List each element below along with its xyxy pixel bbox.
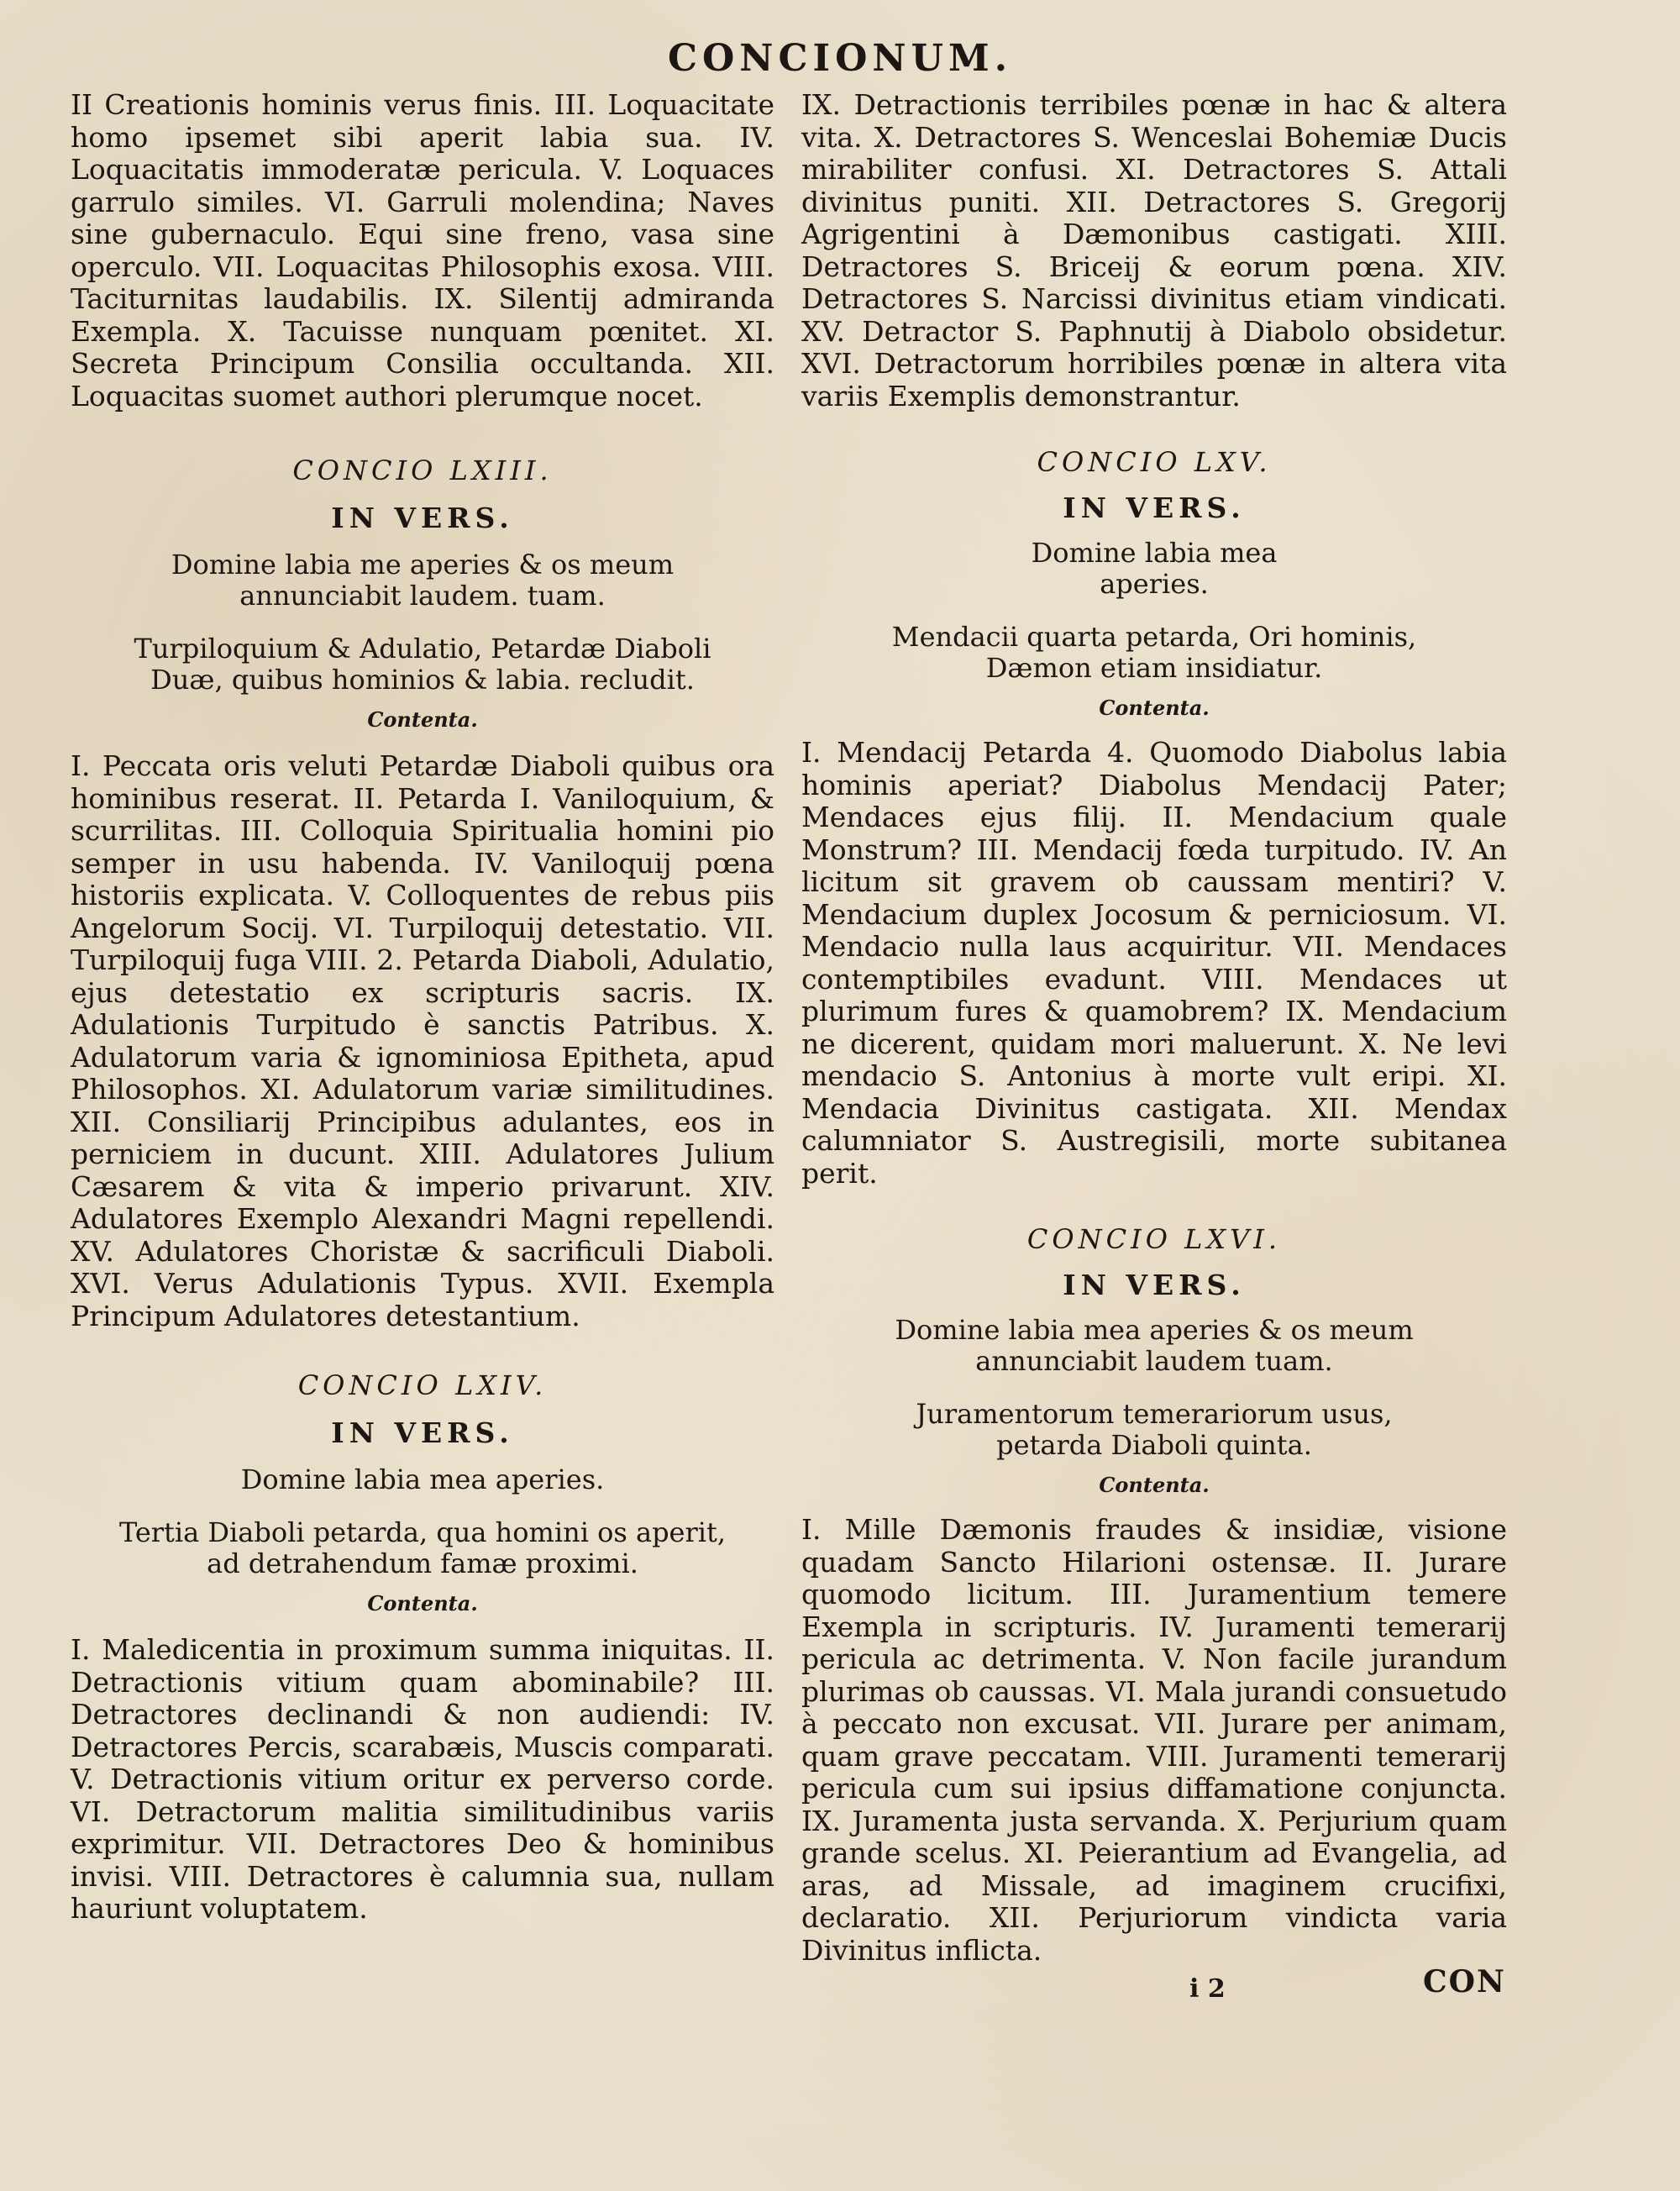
- sermon-block-64: [71, 1369, 774, 1926]
- contenta-label: Contenta.: [1099, 1473, 1210, 1497]
- sermon-subtitle: IN VERS.: [331, 502, 514, 534]
- sermon-block-65: [801, 446, 1507, 1190]
- contenta-label: Contenta.: [367, 1591, 478, 1616]
- sermon-title: CONCIO LXVI.: [1026, 1223, 1282, 1255]
- sermon-theme: Turpiloquium & Adulatio, Petardæ Diaboli Duæ, quibus hominios & labia. recludit.: [134, 633, 711, 696]
- intro-paragraph: IX. Detractionis terribiles pœnæ in hac & altera vita. X. Detractores S. Wenceslai Bohemiæ Ducis mirabiliter confusi. XI. Detractores S. Attali divinitus puniti. XII. Detractores S. Gregorij Agrigentini à Dæmonibus castigati. XIII. Detractores S. Briceij & eorum pœna. XIV. Detractores S. Narcissi divinitus etiam vindicati. XV. Detractor S. Paphnutij à Diabolo obsidetur. XVI. Detractorum horribiles pœnæ in altera vita variis Exemplis demonstrantur.: [801, 88, 1507, 412]
- signature-mark: i 2: [1189, 1974, 1226, 2004]
- sermon-theme: Tertia Diaboli petarda, qua homini os aperit, ad detrahendum famæ proximi.: [118, 1516, 727, 1579]
- sermon-contents: I. Mille Dæmonis fraudes & insidiæ, visione quadam Sancto Hilarioni ostensæ. II. Jurare quomodo licitum. III. Juramentium temere Exempla in scripturis. IV. Juramenti temerarij pericula ac detrimenta. V. Non facile jurandum plurimas ob caussas. VI. Mala jurandi consuetudo à peccato non excusat. VII. Jurare per animam, quam grave peccatam. VIII. Juramenti temerarij pericula cum sui ipsius diffamatione conjuncta. IX. Juramenta justa servanda. X. Perjurium quam grande scelus. XI. Peierantium ad Evangelia, ad aras, ad Missale, ad imaginem crucifixi, declaratio. XII. Perjuriorum vindicta varia Divinitus inflicta.: [801, 1513, 1507, 1967]
- sermon-theme: Juramentorum temerariorum usus, petarda Diaboli quinta.: [916, 1398, 1393, 1461]
- sermon-title: CONCIO LXIII.: [292, 454, 553, 486]
- sermon-verse: Domine labia mea aperies.: [240, 1463, 605, 1495]
- sermon-verse: Domine labia mea aperies & os meum annunciabit laudem tuam.: [895, 1314, 1414, 1377]
- sermon-verse: Domine labia mea aperies.: [1031, 537, 1278, 600]
- sermon-contents: I. Maledicentia in proximum summa iniquitas. II. Detractionis vitium quam abominabile? III. Detractores declinandi & non audiendi: IV. Detractores Percis, scarabæis, Muscis comparati. V. Detractionis vitium oritur ex perverso corde. VI. Detractorum malitia similitudinibus variis exprimitur. VII. Detractores Deo & hominibus invisi. VIII. Detractores è calumnia sua, nullam hauriunt voluptatem.: [71, 1633, 774, 1925]
- running-heading: CONCIONUM.: [667, 37, 1013, 80]
- right-column: [801, 89, 1507, 1967]
- sermon-block-66: [801, 1223, 1507, 1967]
- contenta-label: Contenta.: [1099, 696, 1210, 720]
- sermon-verse: Domine labia me aperies & os meum annunciabit laudem. tuam.: [171, 549, 675, 612]
- intro-paragraph: II Creationis hominis verus finis. III. Loquacitate homo ipsemet sibi aperit labia sua. IV. Loquacitatis immoderatæ pericula. V. Loquaces garrulo similes. VI. Garruli molendina; Naves sine gubernaculo. Equi sine freno, vasa sine operculo. VII. Loquacitas Philosophis exosa. VIII. Taciturnitas laudabilis. IX. Silentij admiranda Exempla. X. Tacuisse nunquam pœnitet. XI. Secreta Principum Consilia occultanda. XII. Loquacitas suomet authori plerumque nocet.: [71, 88, 774, 412]
- sermon-title: CONCIO LXV.: [1037, 446, 1272, 478]
- sermon-subtitle: IN VERS.: [331, 1416, 514, 1449]
- sermon-theme: Mendacii quarta petarda, Ori hominis, Dæmon etiam insidiatur.: [891, 621, 1417, 684]
- sermon-subtitle: IN VERS.: [1063, 491, 1246, 524]
- sermon-contents: I. Mendacij Petarda 4. Quomodo Diabolus labia hominis aperiat? Diabolus Mendacij Pater; Mendaces ejus filij. II. Mendacium quale Monstrum? III. Mendacij fœda turpitudo. IV. An licitum sit gravem ob caussam mentiri? V. Mendacium duplex Jocosum & perniciosum. VI. Mendacio nulla laus acquiritur. VII. Mendaces contemptibiles evadunt. VIII. Mendaces ut plurimum fures & quamobrem? IX. Mendacium ne dicerent, quidam mori maluerunt. X. Ne levi mendacio S. Antonius à morte vult eripi. XI. Mendacia Divinitus castigata. XII. Mendax calumniator S. Austregisili, morte subitanea perit.: [801, 736, 1507, 1190]
- sermon-contents: I. Peccata oris veluti Petardæ Diaboli quibus ora hominibus reserat. II. Petarda I. Vaniloquium, & scurrilitas. III. Colloquia Spiritualia homini pio semper in usu habenda. IV. Vaniloquij pœna historiis explicata. V. Colloquentes de rebus piis Angelorum Socij. VI. Turpiloquij detestatio. VII. Turpiloquij fuga VIII. 2. Petarda Diaboli, Adulatio, ejus detestatio ex scripturis sacris. IX. Adulationis Turpitudo è sanctis Patribus. X. Adulatorum varia & ignominiosa Epitheta, apud Philosophos. XI. Adulatorum variæ similitudines. XII. Consiliarij Principibus adulantes, eos in perniciem in ducunt. XIII. Adulatores Julium Cæsarem & vita & imperio privarunt. XIV. Adulatores Exemplo Alexandri Magni repellendi. XV. Adulatores Choristæ & sacrificuli Diaboli. XVI. Verus Adulationis Typus. XVII. Exempla Principum Adulatores detestantium.: [71, 749, 774, 1332]
- sermon-block-63: [71, 454, 774, 1332]
- left-column: [71, 89, 774, 1926]
- sermon-subtitle: IN VERS.: [1063, 1269, 1246, 1301]
- catchword: CON: [1423, 1964, 1506, 1999]
- contenta-label: Contenta.: [367, 707, 478, 732]
- sermon-title: CONCIO LXIV.: [297, 1369, 548, 1401]
